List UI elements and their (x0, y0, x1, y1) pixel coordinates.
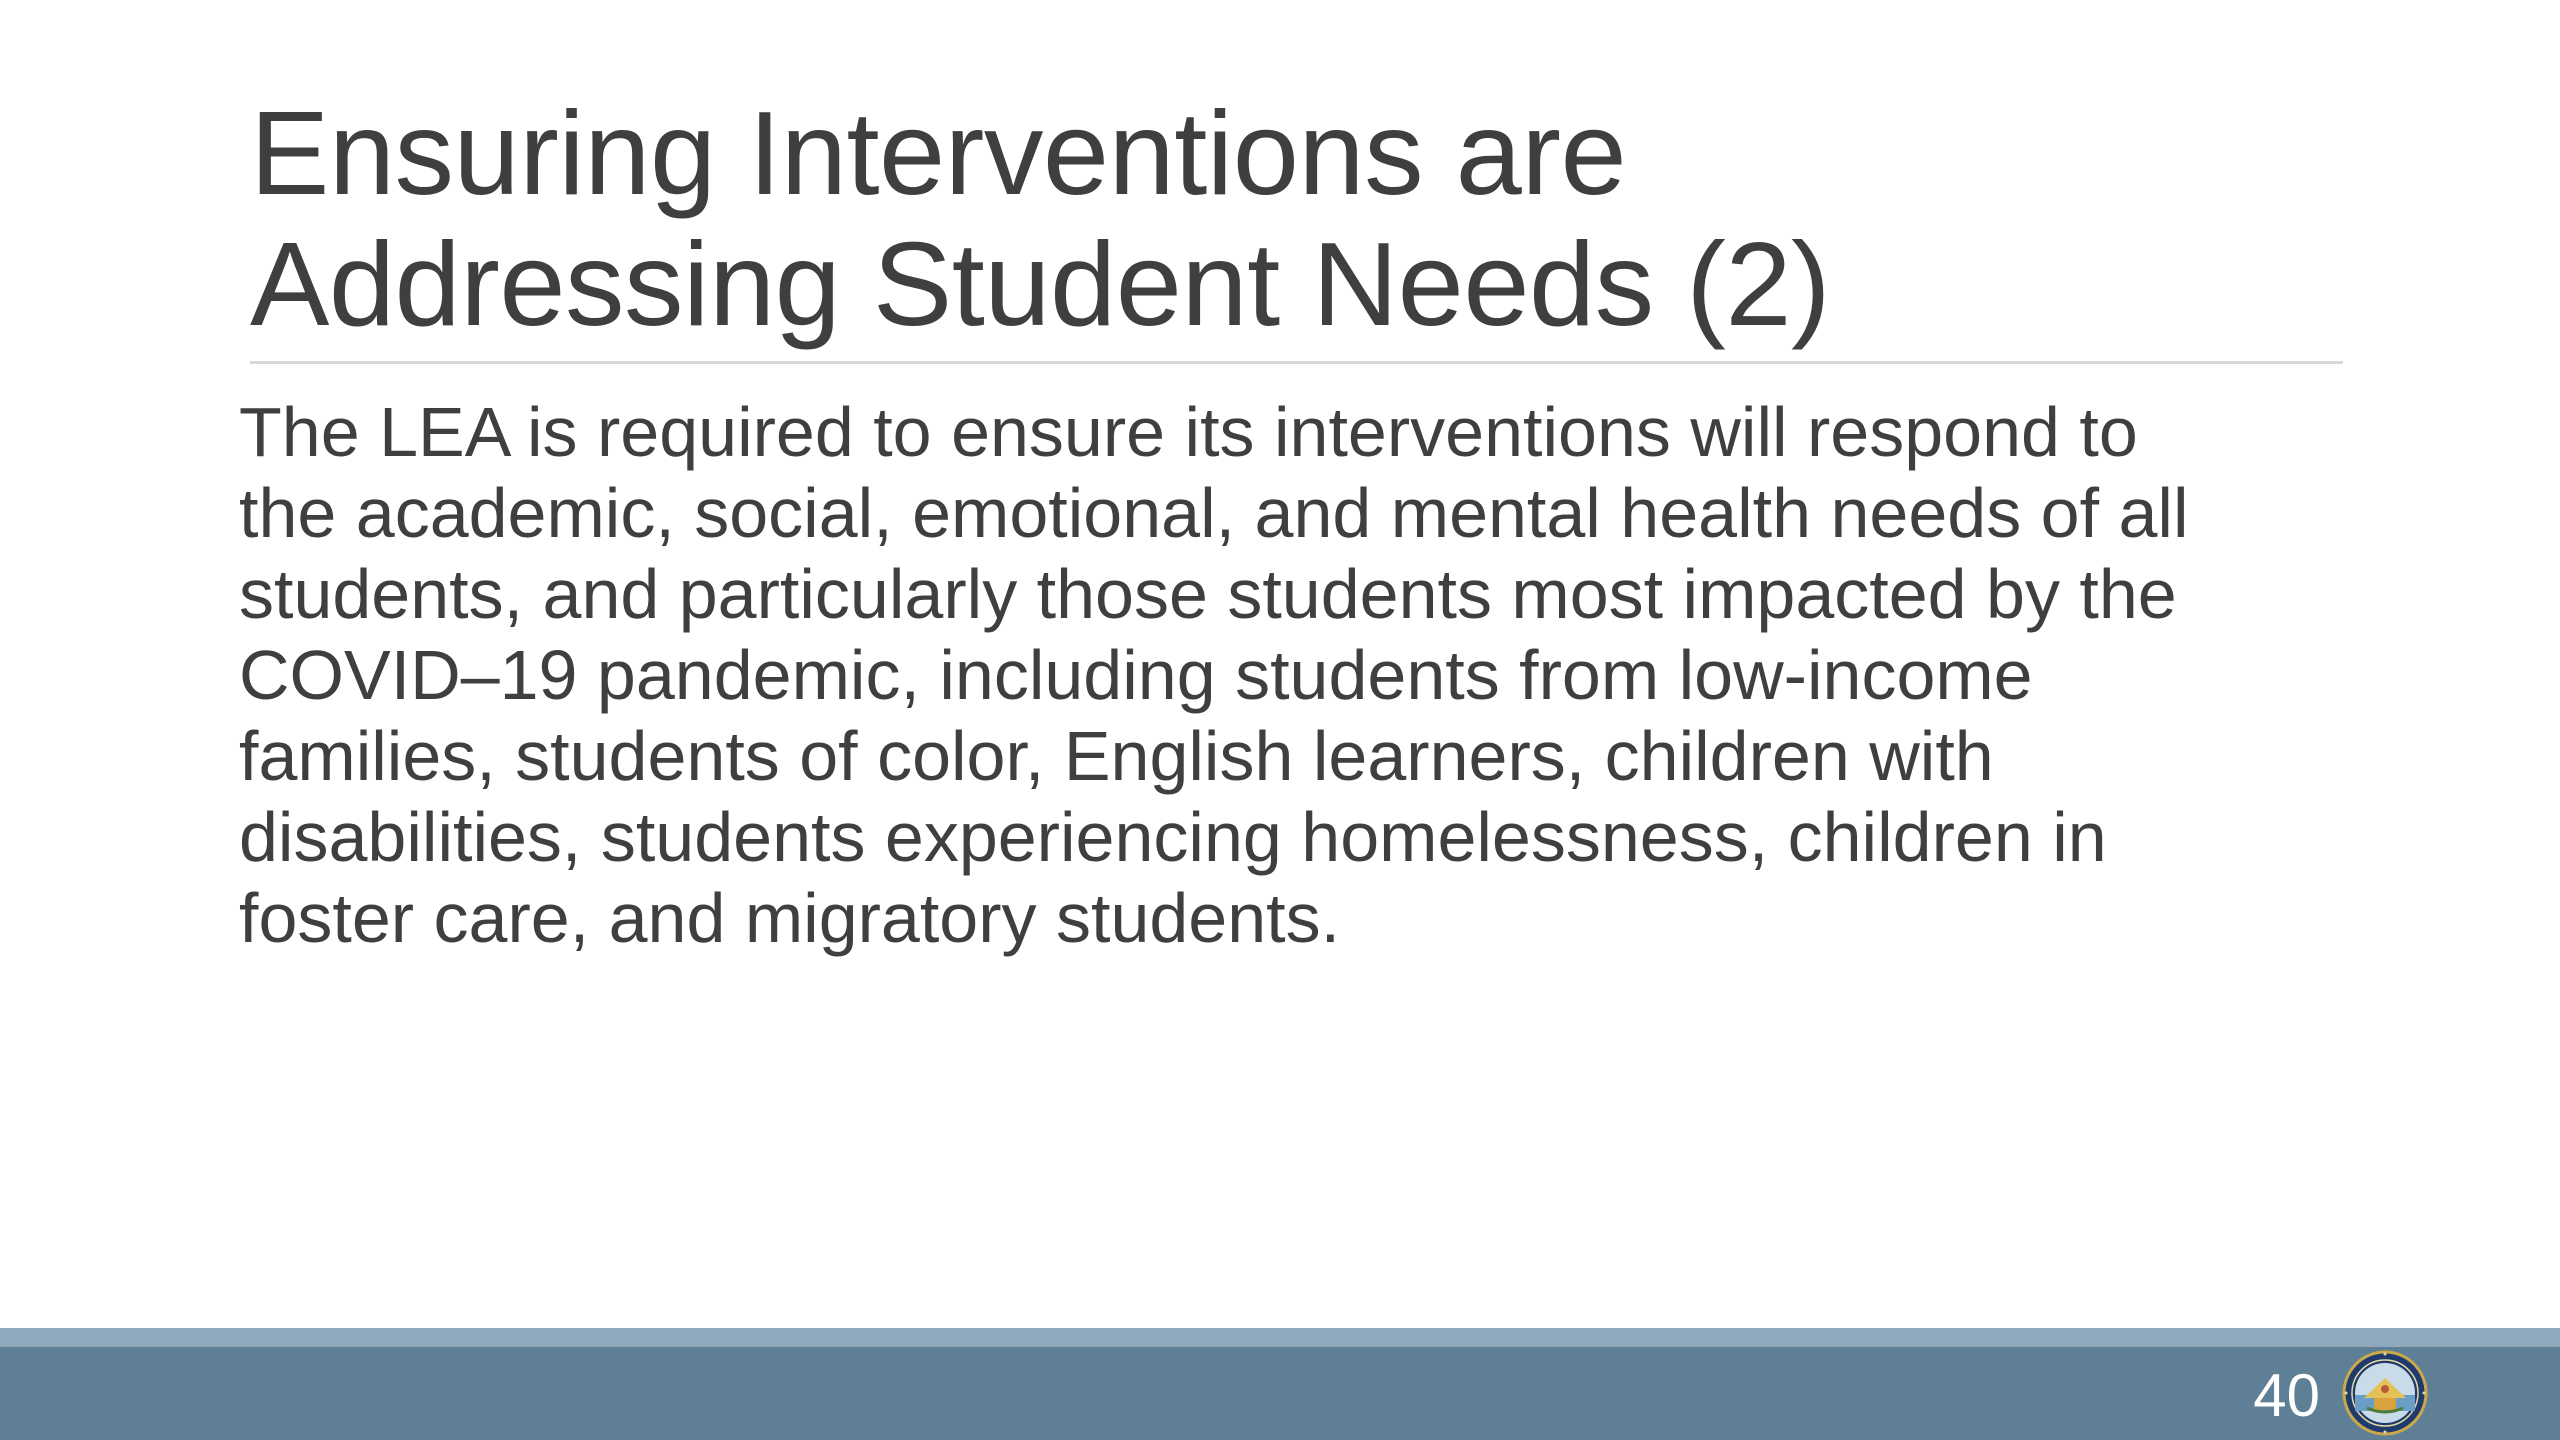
body-text-line: disabilities, students experiencing homelessness, children in (239, 798, 2107, 876)
footer-accent-stripe (0, 1328, 2560, 1347)
slide-title (250, 88, 2350, 350)
body-text-line: students, and particularly those students most impacted by the (239, 555, 2177, 633)
slide-title-line: Addressing Student Needs (2) (250, 218, 1831, 351)
page-number: 40 (2253, 1362, 2320, 1429)
title-divider (250, 361, 2343, 364)
body-text-line: the academic, social, emotional, and mental health needs of all (239, 474, 2189, 552)
slide-title-line: Ensuring Interventions are (250, 87, 1627, 220)
body-text-line: families, students of color, English learners, children with (239, 717, 1994, 795)
footer-bar (0, 1347, 2560, 1440)
slide-footer (0, 1328, 2560, 1440)
body-text-line: COVID–19 pandemic, including students from low-income (239, 636, 2033, 714)
body-text-line: The LEA is required to ensure its interventions will respond to (239, 393, 2138, 471)
slide-body-text (239, 392, 2389, 959)
body-text-line: foster care, and migratory students. (239, 879, 1341, 957)
state-seal-icon (2342, 1350, 2428, 1436)
